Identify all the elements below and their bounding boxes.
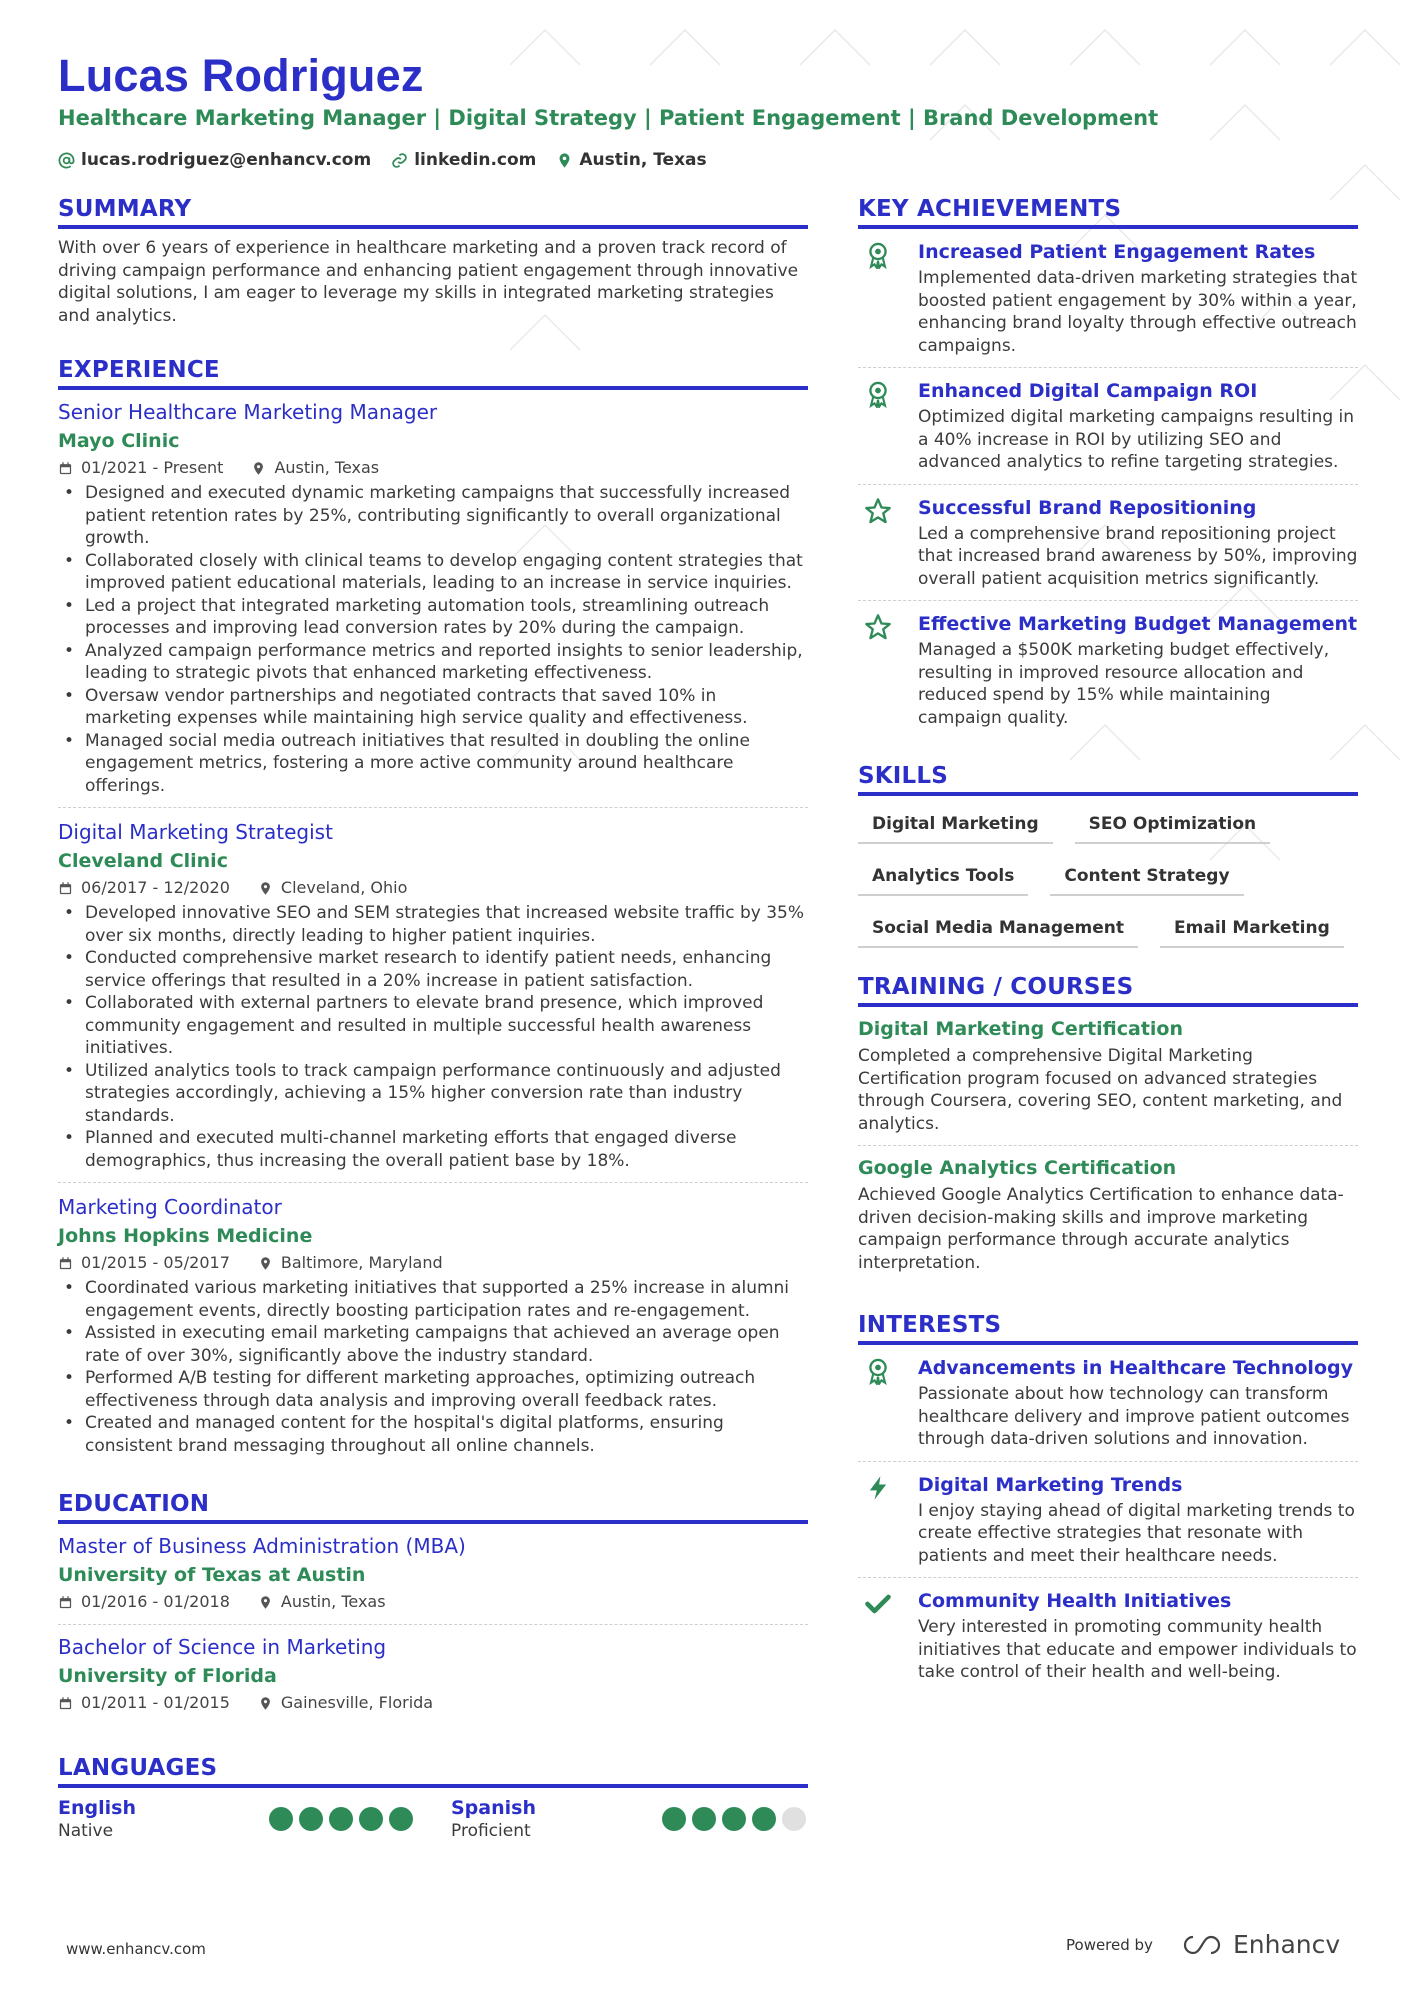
education-dates: 01/2011 - 01/2015 <box>81 1693 230 1712</box>
job-title: Digital Marketing Strategist <box>58 820 333 844</box>
bullet-item: • Utilized analytics tools to track campaign performance continuously and adjusted strategies accordingly, achieving a 15% higher conversion rate than industry standards. <box>58 1060 808 1128</box>
job-title: Senior Healthcare Marketing Manager <box>58 400 438 424</box>
company-name: Mayo Clinic <box>58 430 180 452</box>
education-entry <box>58 1633 808 1725</box>
contact-location <box>556 150 706 170</box>
brand-name: Enhancv <box>1232 1930 1341 1959</box>
languages-title: LANGUAGES <box>58 1755 808 1788</box>
job-entry <box>58 398 808 808</box>
languages-section <box>58 1755 808 1842</box>
bullet-item: • Analyzed campaign performance metrics and reported insights to senior leadership, leading to strategic pivots that enhanced marketing effectiveness. <box>58 640 808 685</box>
interests-title: INTERESTS <box>858 1312 1358 1345</box>
enhancv-logo-icon <box>1179 1933 1225 1957</box>
contact-linkedin[interactable] <box>391 150 536 170</box>
bullet-item: • Led a project that integrated marketing automation tools, streamlining outreach processes and improving lead conversion rates by 20% during the campaign. <box>58 595 808 640</box>
skill-tag: Digital Marketing <box>858 808 1053 844</box>
job-location: Austin, Texas <box>274 458 380 477</box>
school-name: University of Texas at Austin <box>58 1564 366 1586</box>
rating-dot <box>269 1807 293 1831</box>
job-dates: 01/2015 - 05/2017 <box>81 1253 230 1272</box>
skill-tag: Analytics Tools <box>858 860 1028 896</box>
job-entry <box>58 1193 808 1467</box>
skill-tag: Content Strategy <box>1050 860 1243 896</box>
interest-text: Passionate about how technology can transform healthcare delivery and improve patient outcomes through data-driven solutions and innovation. <box>918 1384 1350 1449</box>
calendar-icon <box>58 461 73 476</box>
award-icon <box>864 1357 892 1385</box>
skills-title: SKILLS <box>858 763 1358 796</box>
contact-bar <box>58 150 707 170</box>
bullet-item: • Assisted in executing email marketing campaigns that achieved an average open rate of over 30%, significantly above the industry standard. <box>58 1322 808 1367</box>
achievement-entry <box>858 485 1358 602</box>
experience-section <box>58 357 808 1467</box>
location-text: Austin, Texas <box>579 150 707 170</box>
interest-text: Very interested in promoting community health initiatives that educate and empower individuals to take control of their health and well-being. <box>918 1617 1357 1682</box>
achievement-title: Successful Brand Repositioning <box>918 496 1257 519</box>
course-title: Digital Marketing Certification <box>858 1018 1184 1040</box>
achievements-title: KEY ACHIEVEMENTS <box>858 196 1358 229</box>
award-icon <box>864 380 892 408</box>
achievement-title: Effective Marketing Budget Management <box>918 613 1358 635</box>
bullet-item: • Managed social media outreach initiatives that resulted in doubling the online engagement metrics, fostering a more active community around healthcare offerings. <box>58 730 808 798</box>
rating-dot <box>329 1807 353 1831</box>
job-entry <box>58 818 808 1183</box>
job-meta <box>58 1251 808 1275</box>
training-title: TRAINING / COURSES <box>858 974 1358 1007</box>
language-rating <box>269 1807 413 1831</box>
achievement-entry <box>858 601 1358 739</box>
summary-title: SUMMARY <box>58 196 808 229</box>
job-title: Marketing Coordinator <box>58 1195 282 1219</box>
language-level: Native <box>58 1821 114 1841</box>
education-dates: 01/2016 - 01/2018 <box>81 1592 230 1611</box>
link-icon <box>391 152 408 169</box>
rating-dot <box>692 1807 716 1831</box>
achievement-title: Enhanced Digital Campaign ROI <box>918 380 1258 402</box>
calendar-icon <box>58 1595 73 1610</box>
course-text: Completed a comprehensive Digital Marketing Certification program focused on advanced strategies through Coursera, covering SEO, content marketing, and analytics. <box>858 1046 1343 1134</box>
job-bullets <box>58 1277 808 1457</box>
calendar-icon <box>58 881 73 896</box>
language-level: Proficient <box>451 1821 531 1841</box>
skills-section <box>858 763 1358 948</box>
company-name: Johns Hopkins Medicine <box>58 1225 313 1247</box>
education-meta <box>58 1590 808 1614</box>
achievement-text: Led a comprehensive brand repositioning project that increased brand awareness by 50%, improving overall patient acquisition metrics significantly. <box>918 523 1358 589</box>
bullet-item: • Coordinated various marketing initiatives that supported a 25% increase in alumni engagement events, directly boosting participation rates and re-engagement. <box>58 1277 808 1322</box>
achievement-text: Managed a $500K marketing budget effectively, resulting in improved resource allocation and reduced spend by 15% while maintaining campaign quality. <box>918 640 1330 728</box>
languages-list <box>58 1796 808 1842</box>
achievement-text: Optimized digital marketing campaigns resulting in a 40% increase in ROI by utilizing SEO and advanced analytics to refine targeting strategies. <box>918 407 1355 472</box>
achievement-entry <box>858 368 1358 485</box>
interests-section <box>858 1312 1358 1694</box>
achievement-title: Increased Patient Engagement Rates <box>918 241 1316 263</box>
job-bullets <box>58 902 808 1172</box>
education-title: EDUCATION <box>58 1491 808 1524</box>
bullet-item: • Designed and executed dynamic marketing campaigns that successfully increased patient retention rates by 25%, contributing significantly to overall organizational growth. <box>58 482 808 550</box>
at-icon <box>58 152 75 169</box>
education-location: Austin, Texas <box>280 1592 386 1611</box>
bullet-item: • Performed A/B testing for different marketing approaches, optimizing outreach effectiveness through data analysis and improving overall feedback rates. <box>58 1367 808 1412</box>
award-icon <box>864 241 892 269</box>
language-name: English <box>58 1797 136 1819</box>
job-dates: 06/2017 - 12/2020 <box>81 878 230 897</box>
language-entry <box>451 1796 806 1842</box>
education-section <box>58 1491 808 1725</box>
enhancv-logo[interactable] <box>1179 1930 1340 1959</box>
location-pin-icon <box>258 1595 273 1610</box>
job-location: Cleveland, Ohio <box>280 878 408 897</box>
skills-list <box>858 804 1358 948</box>
contact-email[interactable] <box>58 150 371 170</box>
skill-tag: Social Media Management <box>858 912 1138 948</box>
language-rating <box>662 1807 806 1831</box>
course-title: Google Analytics Certification <box>858 1157 1177 1179</box>
achievements-section <box>858 196 1358 739</box>
star-icon <box>864 613 892 641</box>
rating-dot <box>662 1807 686 1831</box>
interest-title: Digital Marketing Trends <box>918 1473 1183 1496</box>
rating-dot <box>782 1807 806 1831</box>
education-entry <box>58 1532 808 1625</box>
lightning-icon <box>864 1474 892 1502</box>
check-icon <box>864 1590 892 1618</box>
bullet-item: • Collaborated closely with clinical teams to develop engaging content strategies that improved patient educational materials, leading to an increase in service inquiries. <box>58 550 808 595</box>
bullet-item: • Conducted comprehensive market research to identify patient needs, enhancing service offerings that resulted in a 20% increase in patient satisfaction. <box>58 947 808 992</box>
footer-powered <box>1066 1930 1340 1959</box>
calendar-icon <box>58 1696 73 1711</box>
job-location: Baltimore, Maryland <box>280 1253 443 1272</box>
headline: Healthcare Marketing Manager | Digital Strategy | Patient Engagement | Brand Development <box>58 106 1159 130</box>
language-name: Spanish <box>451 1797 536 1819</box>
achievement-entry <box>858 237 1358 368</box>
bullet-item: • Oversaw vendor partnerships and negotiated contracts that saved 10% in marketing expenses while maintaining high service quality and effectiveness. <box>58 685 808 730</box>
interest-entry <box>858 1578 1358 1694</box>
education-location: Gainesville, Florida <box>280 1693 434 1712</box>
job-dates: 01/2021 - Present <box>81 458 224 477</box>
candidate-name: Lucas Rodriguez <box>58 50 424 101</box>
interest-title: Community Health Initiatives <box>918 1590 1232 1612</box>
interest-entry <box>858 1462 1358 1579</box>
bullet-item: • Collaborated with external partners to elevate brand presence, which improved community engagement and resulted in multiple successful health awareness initiatives. <box>58 992 808 1060</box>
rating-dot <box>299 1807 323 1831</box>
rating-dot <box>359 1807 383 1831</box>
location-pin-icon <box>258 1696 273 1711</box>
rating-dot <box>389 1807 413 1831</box>
course-entry <box>858 1154 1358 1284</box>
job-meta <box>58 876 808 900</box>
right-column <box>858 196 1358 1724</box>
left-column <box>58 196 808 1872</box>
location-pin-icon <box>258 881 273 896</box>
calendar-icon <box>58 1256 73 1271</box>
company-name: Cleveland Clinic <box>58 850 228 872</box>
school-name: University of Florida <box>58 1665 277 1687</box>
education-meta <box>58 1691 808 1715</box>
skill-tag: Email Marketing <box>1160 912 1344 948</box>
job-bullets <box>58 482 808 797</box>
bullet-item: • Planned and executed multi-channel marketing efforts that engaged diverse demographics, thus increasing the overall patient base by 18%. <box>58 1127 808 1172</box>
footer-website[interactable]: www.enhancv.com <box>66 1940 206 1958</box>
rating-dot <box>752 1807 776 1831</box>
interest-entry <box>858 1353 1358 1462</box>
degree-title: Master of Business Administration (MBA) <box>58 1534 466 1558</box>
course-text: Achieved Google Analytics Certification to enhance data-driven decision-making skills and improve marketing campaign performance through accurate analytics interpretation. <box>858 1185 1344 1273</box>
summary-section <box>58 196 808 327</box>
training-section <box>858 974 1358 1284</box>
bullet-item: • Created and managed content for the hospital's digital platforms, ensuring consistent brand messaging throughout all online channels. <box>58 1412 808 1457</box>
summary-text: With over 6 years of experience in healthcare marketing and a proven track record of driving campaign performance and enhancing patient engagement through innovative digital solutions, I am eager to leverage my skills in integrated marketing strategies and analytics. <box>58 238 799 326</box>
bullet-item: • Developed innovative SEO and SEM strategies that increased website traffic by 35% over six months, directly leading to higher patient inquiries. <box>58 902 808 947</box>
rating-dot <box>722 1807 746 1831</box>
location-pin-icon <box>556 152 573 169</box>
interest-title: Advancements in Healthcare Technology <box>918 1357 1353 1379</box>
achievement-text: Implemented data-driven marketing strategies that boosted patient engagement by 30% within a year, enhancing brand loyalty through effective outreach campaigns. <box>918 268 1358 356</box>
job-meta <box>58 456 808 480</box>
star-icon <box>864 497 892 525</box>
powered-by-text: Powered by <box>1066 1935 1153 1954</box>
skill-tag: SEO Optimization <box>1075 808 1270 844</box>
location-pin-icon <box>251 461 266 476</box>
course-entry <box>858 1015 1358 1146</box>
email-text: lucas.rodriguez@enhancv.com <box>81 150 372 170</box>
location-pin-icon <box>258 1256 273 1271</box>
language-entry <box>58 1796 413 1842</box>
experience-title: EXPERIENCE <box>58 357 808 390</box>
linkedin-text: linkedin.com <box>414 150 537 170</box>
interest-text: I enjoy staying ahead of digital marketing trends to create effective strategies that resonate with patients and meet their healthcare needs. <box>918 1500 1355 1566</box>
degree-title: Bachelor of Science in Marketing <box>58 1635 387 1659</box>
